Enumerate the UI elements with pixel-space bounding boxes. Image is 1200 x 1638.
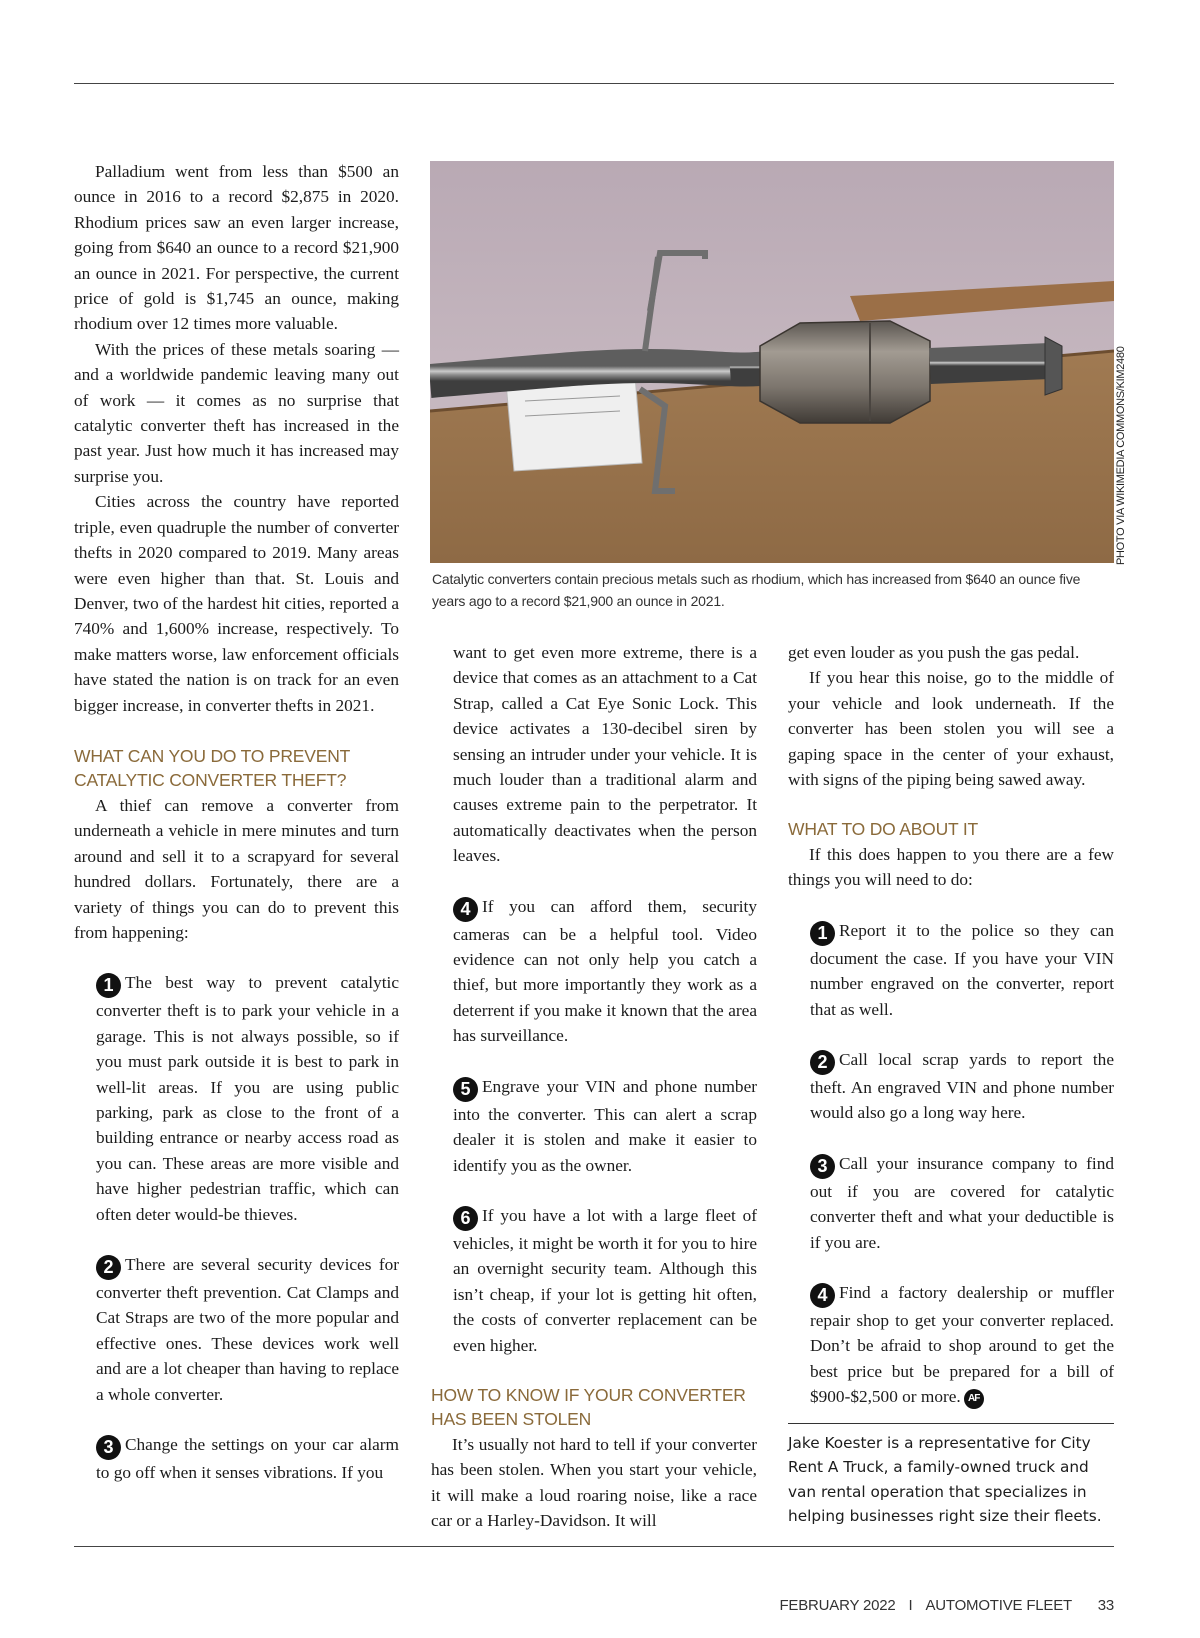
column-1 bbox=[74, 159, 399, 1485]
number-1-icon: 1 bbox=[810, 921, 835, 946]
paragraph: A thief can remove a converter from underneath a vehicle in mere minutes and turn around and sell it to a scrapyard for several hundred dollars. Fortunately, there are a variety of things you can do to prevent this from happening: bbox=[74, 795, 399, 942]
paragraph: It’s usually not hard to tell if your converter has been stolen. When you start your vehicle, it will make a loud roaring noise, like a race car or a Harley-Davidson. It will bbox=[431, 1434, 757, 1531]
list-item-text: Engrave your VIN and phone number into the converter. This can alert a scrap dealer it is stolen and make it easier to identify you as the owner. bbox=[453, 1076, 757, 1175]
list-item bbox=[453, 1203, 757, 1358]
list-item-text: Call local scrap yards to report the theft. An engraved VIN and phone number would also go a long way here. bbox=[810, 1049, 1114, 1123]
page-footer bbox=[779, 1597, 1114, 1614]
list-item-text: Report it to the police so they can document the case. If you have your VIN number engraved on the converter, report that as well. bbox=[810, 920, 1114, 1019]
section-heading: HOW TO KNOW IF YOUR CONVERTER HAS BEEN STOLEN bbox=[431, 1384, 746, 1430]
photo-credit: PHOTO VIA WIKIMEDIA COMMONS/KIM2480 bbox=[1115, 346, 1127, 565]
number-3-icon: 3 bbox=[810, 1154, 835, 1179]
paragraph: get even louder as you push the gas pedal. bbox=[788, 643, 1080, 662]
list-item-text: If you have a lot with a large fleet of vehicles, it might be worth it for you to hire an overnight security team. Although this isn’t cheap, if your lot is getting hit often, the costs of converter replacement can be even higher. bbox=[453, 1205, 757, 1355]
list-item-text: If you can afford them, security cameras can be a helpful tool. Video evidence can not only help you catch a thief, but more importantly they work as a deterrent if you make it known that the area has surveillance. bbox=[453, 896, 757, 1046]
column-2 bbox=[431, 640, 757, 1534]
footer-publication: AUTOMOTIVE FLEET bbox=[925, 1597, 1072, 1614]
section-heading: WHAT TO DO ABOUT IT bbox=[788, 819, 979, 840]
list-item-text: Find a factory dealership or muffler repair shop to get your converter replaced. Don’t be afraid to shop around to get the best price but be prepared for a bill of $900-$2,500 or more. bbox=[810, 1283, 1114, 1407]
list-item bbox=[810, 1151, 1114, 1255]
list-item bbox=[96, 1252, 399, 1407]
number-3-icon: 3 bbox=[96, 1435, 121, 1460]
end-mark-icon: AF bbox=[964, 1389, 984, 1409]
author-bio: Jake Koester is a representative for City Rent A Truck, a family-owned truck and van rental operation that specializes in helping businesses right size their fleets. bbox=[788, 1423, 1114, 1529]
paragraph: With the prices of these metals soaring — and a worldwide pandemic leaving many out of work — it comes as no surprise that catalytic converter theft has increased in the past year. Just how much it has increased may surprise you. bbox=[74, 339, 399, 486]
converter-illustration bbox=[430, 161, 1114, 563]
list-item bbox=[96, 1432, 399, 1485]
number-5-icon: 5 bbox=[453, 1077, 478, 1102]
number-4-icon: 4 bbox=[810, 1283, 835, 1308]
top-rule bbox=[74, 83, 1114, 84]
catalytic-converter-photo bbox=[430, 161, 1114, 563]
number-1-icon: 1 bbox=[96, 973, 121, 998]
list-item bbox=[810, 918, 1114, 1022]
footer-separator: I bbox=[908, 1597, 913, 1614]
paragraph: want to get even more extreme, there is a device that comes as an attachment to a Cat Strap, called a Cat Eye Sonic Lock. This device activates a 130-decibel siren by sensing an intruder under your vehicle. It is much louder than a traditional alarm and causes extreme pain to the perpetrator. It automatically deactivates when the person leaves. bbox=[453, 643, 757, 866]
list-item bbox=[96, 970, 399, 1227]
footer-date: FEBRUARY 2022 bbox=[779, 1597, 896, 1614]
list-item-text: Change the settings on your car alarm to go off when it senses vibrations. If you bbox=[96, 1435, 399, 1483]
number-6-icon: 6 bbox=[453, 1206, 478, 1231]
paragraph: Palladium went from less than $500 an ounce in 2016 to a record $2,875 in 2020. Rhodium prices saw an even larger increase, going from $640 an ounce to a record $21,900 an ounce in 2021. For perspective, the current price of gold is $1,745 an ounce, making rhodium over 12 times more valuable. bbox=[74, 162, 399, 334]
paragraph: Cities across the country have reported triple, even quadruple the number of converter thefts in 2020 compared to 2019. Many areas were even higher than that. St. Louis and Denver, two of the hardest hit cities, reported a 740% and 1,600% increase, respectively. To make matters worse, law enforcement officials have stated the nation is on track for an even bigger increase, in converter thefts in 2021. bbox=[74, 492, 399, 715]
list-item bbox=[453, 1074, 757, 1178]
list-item-text: The best way to prevent catalytic converter theft is to park your vehicle in a garage. This is not always possible, so if you must park outside it is best to park in well-lit areas. If you are using public parking, park as close to the front of a building entrance or nearby access road as you can. These areas are more visible and have higher pedestrian traffic, which can often deter would-be thieves. bbox=[96, 973, 399, 1224]
bottom-rule bbox=[74, 1546, 1114, 1547]
list-item bbox=[810, 1047, 1114, 1126]
list-item bbox=[810, 1280, 1114, 1410]
number-4-icon: 4 bbox=[453, 897, 478, 922]
column-3 bbox=[788, 640, 1114, 1410]
paragraph: If you hear this noise, go to the middle of your vehicle and look underneath. If the converter has been stolen you will see a gaping space in the center of your exhaust, with signs of the piping being sawed away. bbox=[788, 668, 1114, 790]
list-item-text: There are several security devices for converter theft prevention. Cat Clamps and Cat Straps are two of the more popular and effective ones. These devices work well and are a lot cheaper than having to replace a whole converter. bbox=[96, 1255, 399, 1404]
number-2-icon: 2 bbox=[96, 1255, 121, 1280]
photo-caption: Catalytic converters contain precious metals such as rhodium, which has increased from $640 an ounce five years ago to a record $21,900 an ounce in 2021. bbox=[432, 571, 1081, 609]
page-number: 33 bbox=[1097, 1597, 1114, 1614]
paragraph: If this does happen to you there are a few things you will need to do: bbox=[788, 844, 1114, 890]
section-heading: WHAT CAN YOU DO TO PREVENT CATALYTIC CONVERTER THEFT? bbox=[74, 745, 350, 791]
list-item-text: Call your insurance company to find out if you are covered for catalytic converter theft and what your deductible is if you are. bbox=[810, 1153, 1114, 1252]
list-item bbox=[453, 894, 757, 1049]
number-2-icon: 2 bbox=[810, 1050, 835, 1075]
